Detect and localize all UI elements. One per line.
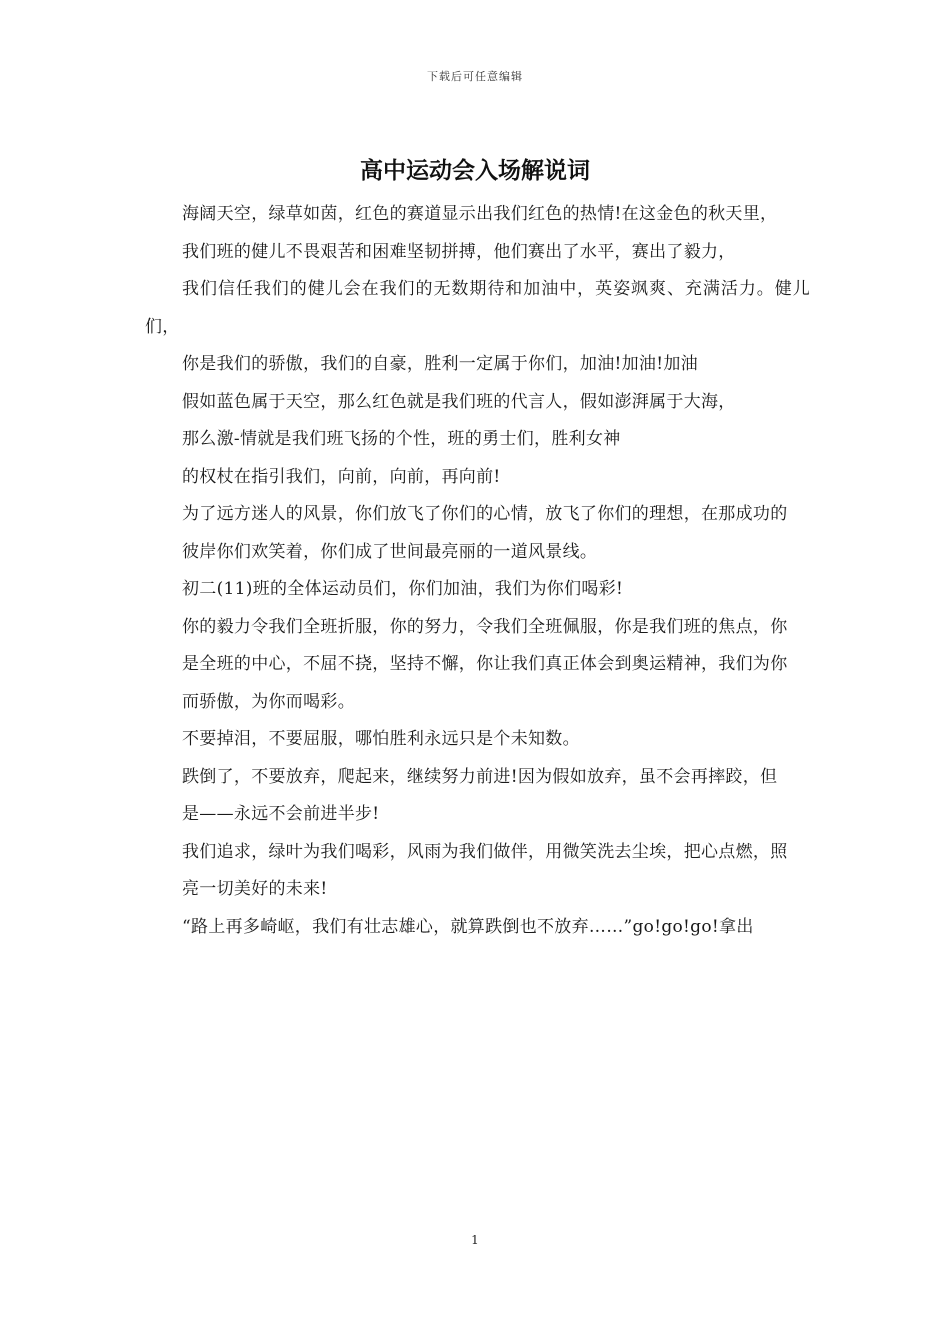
paragraph: 我们追求，绿叶为我们喝彩，风雨为我们做伴，用微笑洗去尘埃，把心点燃，照 xyxy=(182,841,788,862)
header-note: 下载后可任意编辑 xyxy=(427,70,523,83)
paragraph: 是全班的中心，不屈不挠，坚持不懈，你让我们真正体会到奥运精神，我们为你 xyxy=(182,654,788,674)
document-body xyxy=(145,196,810,946)
paragraph: “路上再多崎岖，我们有壮志雄心，就算跌倒也不放弃……”go!go!go!拿出 xyxy=(182,916,754,937)
paragraph: 海阔天空，绿草如茵，红色的赛道显示出我们红色的热情!在这金色的秋天里， xyxy=(182,204,778,224)
paragraph: 跌倒了，不要放弃，爬起来，继续努力前进!因为假如放弃，虽不会再摔跤，但 xyxy=(182,766,778,787)
paragraph: 你是我们的骄傲，我们的自豪，胜利一定属于你们，加油!加油!加油 xyxy=(182,354,698,374)
paragraph: 是——永远不会前进半步! xyxy=(182,804,380,824)
paragraph: 你的毅力令我们全班折服，你的努力，令我们全班佩服，你是我们班的焦点，你 xyxy=(182,616,788,637)
paragraph: 彼岸你们欢笑着，你们成了世间最亮丽的一道风景线。 xyxy=(182,541,598,562)
paragraph: 初二(11)班的全体运动员们，你们加油，我们为你们喝彩! xyxy=(182,579,624,599)
paragraph: 而骄傲，为你而喝彩。 xyxy=(182,691,355,712)
paragraph: 亮一切美好的未来! xyxy=(182,879,328,899)
paragraph: 的权杖在指引我们，向前，向前，再向前! xyxy=(182,466,501,487)
paragraph: 那么激-情就是我们班飞扬的个性，班的勇士们，胜利女神 xyxy=(182,429,621,449)
paragraph: 不要掉泪，不要屈服，哪怕胜利永远只是个未知数。 xyxy=(182,729,580,749)
paragraph: 假如蓝色属于天空，那么红色就是我们班的代言人，假如澎湃属于大海， xyxy=(182,391,736,412)
document-title: 高中运动会入场解说词 xyxy=(360,158,590,184)
paragraph: 我们班的健儿不畏艰苦和困难坚韧拼搏，他们赛出了水平，赛出了毅力， xyxy=(182,241,736,262)
paragraph: 我们信任我们的健儿会在我们的无数期待和加油中，英姿飒爽、充满活力。健儿们， xyxy=(145,279,810,337)
page-number: 1 xyxy=(471,1233,479,1247)
paragraph: 为了远方迷人的风景，你们放飞了你们的心情，放飞了你们的理想，在那成功的 xyxy=(182,504,788,524)
